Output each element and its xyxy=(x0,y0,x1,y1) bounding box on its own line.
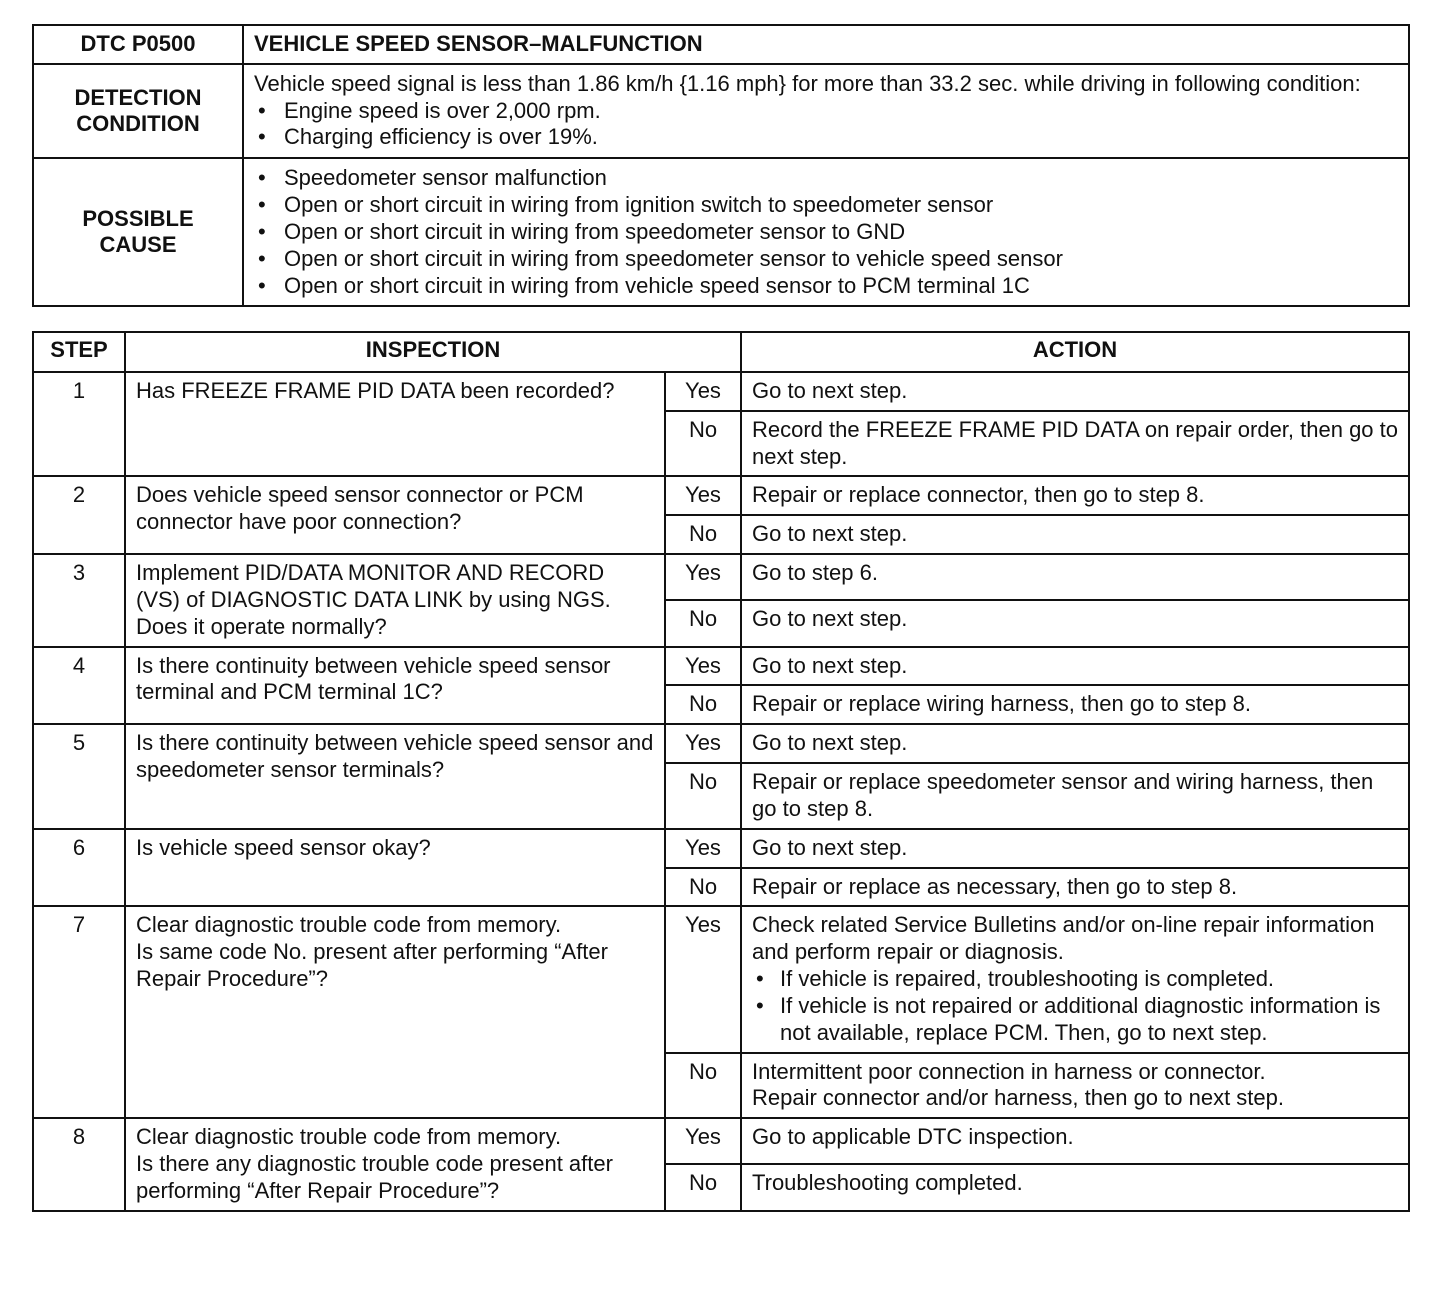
yes-action xyxy=(741,906,1409,1052)
inspection-line: Clear diagnostic trouble code from memory. xyxy=(136,912,562,938)
yes-action: Go to next step. xyxy=(741,829,1409,868)
inspection-header: INSPECTION xyxy=(125,332,741,372)
list-item: • Open or short circuit in wiring from speedometer sensor to GND xyxy=(254,219,1398,246)
inspection-line: Clear diagnostic trouble code from memory. xyxy=(136,1124,562,1150)
list-item: • Open or short circuit in wiring from speedometer sensor to vehicle speed sensor xyxy=(254,246,1398,273)
list-item: • If vehicle is repaired, troubleshooting is completed. xyxy=(752,966,1398,993)
step-number: 4 xyxy=(33,647,125,725)
no-label: No xyxy=(665,868,741,907)
no-action: Troubleshooting completed. xyxy=(741,1164,1409,1210)
yes-label: Yes xyxy=(665,476,741,515)
no-label: No xyxy=(665,1053,741,1119)
no-label: No xyxy=(665,515,741,554)
table-row xyxy=(33,647,1409,686)
no-label: No xyxy=(665,600,741,646)
step-number: 6 xyxy=(33,829,125,907)
yes-label: Yes xyxy=(665,906,741,1052)
list-item: • Speedometer sensor malfunction xyxy=(254,165,1398,192)
no-action-line: Intermittent poor connection in harness or connector. xyxy=(752,1058,1266,1084)
step-number: 3 xyxy=(33,554,125,646)
detection-condition-content xyxy=(243,64,1409,158)
inspection-line: Is same code No. present after performing “After Repair Procedure”? xyxy=(136,939,608,992)
yes-label: Yes xyxy=(665,647,741,686)
yes-action-list xyxy=(752,966,1398,1046)
no-label: No xyxy=(665,685,741,724)
no-action: Repair or replace speedometer sensor and wiring harness, then go to step 8. xyxy=(741,763,1409,829)
action-header: ACTION xyxy=(741,332,1409,372)
step-number: 7 xyxy=(33,906,125,1118)
yes-action: Go to step 6. xyxy=(741,554,1409,600)
step-number: 2 xyxy=(33,476,125,554)
table-row xyxy=(33,724,1409,763)
no-label: No xyxy=(665,763,741,829)
table-row xyxy=(33,1118,1409,1164)
possible-cause-label: POSSIBLE CAUSE xyxy=(33,158,243,306)
yes-action: Go to applicable DTC inspection. xyxy=(741,1118,1409,1164)
possible-cause-content xyxy=(243,158,1409,306)
list-item: • Engine speed is over 2,000 rpm. xyxy=(254,98,1398,125)
step-number: 8 xyxy=(33,1118,125,1210)
table-row xyxy=(33,906,1409,1052)
yes-action: Go to next step. xyxy=(741,647,1409,686)
steps-header-row xyxy=(33,332,1409,372)
possible-cause-list xyxy=(254,165,1398,299)
yes-label: Yes xyxy=(665,554,741,600)
no-action: Repair or replace as necessary, then go to step 8. xyxy=(741,868,1409,907)
step-inspection: Is vehicle speed sensor okay? xyxy=(125,829,665,907)
yes-label: Yes xyxy=(665,372,741,411)
dtc-code: DTC P0500 xyxy=(33,25,243,64)
list-item: • If vehicle is not repaired or additional diagnostic information is not available, replace PCM. Then, go to next step. xyxy=(752,993,1398,1047)
yes-label: Yes xyxy=(665,1118,741,1164)
no-action xyxy=(741,1053,1409,1119)
step-inspection: Is there continuity between vehicle speed sensor terminal and PCM terminal 1C? xyxy=(125,647,665,725)
step-inspection xyxy=(125,906,665,1118)
dtc-title-row xyxy=(33,25,1409,64)
detection-condition-label: DETECTION CONDITION xyxy=(33,64,243,158)
list-item: • Open or short circuit in wiring from ignition switch to speedometer sensor xyxy=(254,192,1398,219)
yes-label: Yes xyxy=(665,724,741,763)
dtc-header-table xyxy=(32,24,1410,307)
step-inspection: Is there continuity between vehicle speed sensor and speedometer sensor terminals? xyxy=(125,724,665,828)
no-action: Go to next step. xyxy=(741,515,1409,554)
step-number: 5 xyxy=(33,724,125,828)
no-action: Repair or replace wiring harness, then go to step 8. xyxy=(741,685,1409,724)
list-item: • Charging efficiency is over 19%. xyxy=(254,124,1398,151)
step-inspection: Has FREEZE FRAME PID DATA been recorded? xyxy=(125,372,665,476)
detection-condition-intro: Vehicle speed signal is less than 1.86 km/h {1.16 mph} for more than 33.2 sec. while driving in following condition: xyxy=(254,70,1361,96)
step-header: STEP xyxy=(33,332,125,372)
yes-action: Repair or replace connector, then go to step 8. xyxy=(741,476,1409,515)
step-inspection: Does vehicle speed sensor connector or PCM connector have poor connection? xyxy=(125,476,665,554)
list-item: • Open or short circuit in wiring from vehicle speed sensor to PCM terminal 1C xyxy=(254,273,1398,300)
possible-cause-row xyxy=(33,158,1409,306)
no-label: No xyxy=(665,1164,741,1210)
table-row xyxy=(33,829,1409,868)
step-number: 1 xyxy=(33,372,125,476)
detection-condition-row xyxy=(33,64,1409,158)
steps-table xyxy=(32,331,1410,1212)
no-label: No xyxy=(665,411,741,477)
yes-label: Yes xyxy=(665,829,741,868)
yes-action-intro: Check related Service Bulletins and/or on-line repair information and perform repair or diagnosis. xyxy=(752,912,1375,965)
step-inspection: Implement PID/DATA MONITOR AND RECORD (VS) of DIAGNOSTIC DATA LINK by using NGS. Does it operate normally? xyxy=(125,554,665,646)
no-action-line: Repair connector and/or harness, then go to next step. xyxy=(752,1085,1284,1111)
table-row xyxy=(33,372,1409,411)
inspection-line: Is there any diagnostic trouble code present after performing “After Repair Procedure”? xyxy=(136,1151,613,1203)
table-row xyxy=(33,476,1409,515)
table-row xyxy=(33,554,1409,600)
no-action: Record the FREEZE FRAME PID DATA on repair order, then go to next step. xyxy=(741,411,1409,477)
dtc-title: VEHICLE SPEED SENSOR–MALFUNCTION xyxy=(243,25,1409,64)
no-action: Go to next step. xyxy=(741,600,1409,646)
step-inspection xyxy=(125,1118,665,1210)
detection-condition-list xyxy=(254,98,1398,152)
yes-action: Go to next step. xyxy=(741,372,1409,411)
yes-action: Go to next step. xyxy=(741,724,1409,763)
